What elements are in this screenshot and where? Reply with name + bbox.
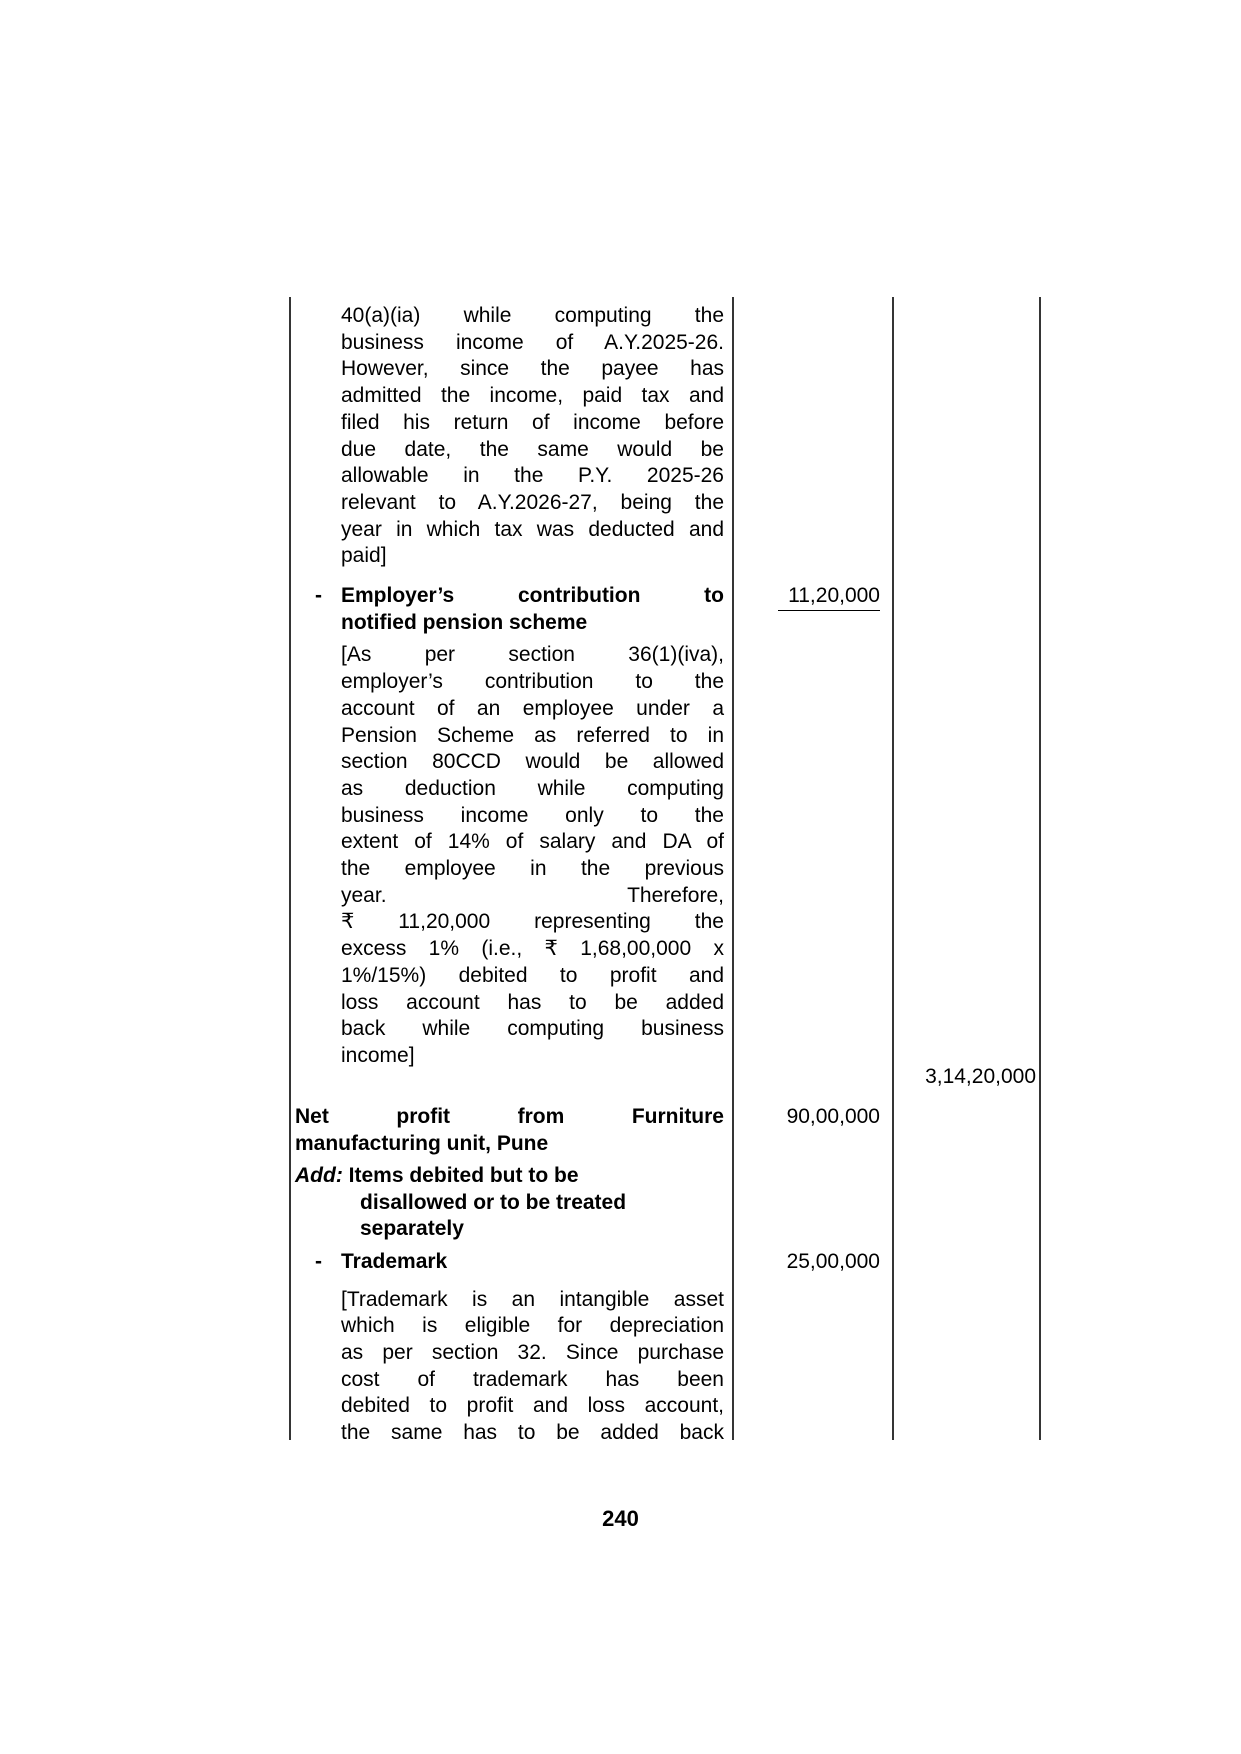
table-row: [289, 583, 1041, 636]
text-line: 1%/15%) debited to profit and: [341, 963, 724, 987]
text-line: due date, the same would be: [341, 437, 724, 461]
trademark-explanation-paragraph: [341, 1287, 724, 1447]
dash-bullet: -: [315, 1249, 322, 1273]
amount-column-1-cell: [732, 1104, 892, 1131]
text-line: Employer’s contribution to: [341, 584, 724, 608]
text-line: admitted the income, paid tax and: [341, 384, 724, 408]
text-line: section 80CCD would be allowed: [341, 750, 724, 774]
table-row: [289, 1249, 1041, 1276]
text-line: [Trademark is an intangible asset: [341, 1287, 724, 1311]
table-grid: [289, 297, 1041, 1447]
description-cell: [289, 583, 732, 636]
amount-value: 11,20,000: [778, 583, 880, 611]
text-line: manufacturing unit, Pune: [295, 1132, 549, 1156]
text-line: notified pension scheme: [341, 610, 588, 634]
amount-column-1-cell: [732, 583, 892, 611]
computation-table: [289, 297, 1041, 1445]
add-prefix: Add:: [295, 1163, 343, 1187]
text-line: business income only to the: [341, 803, 724, 827]
text-line: Pension Scheme as referred to in: [341, 723, 724, 747]
text-line: Trademark: [341, 1249, 448, 1273]
trademark-item: [341, 1249, 724, 1276]
amount-value: 90,00,000: [786, 1105, 880, 1129]
dash-bullet: -: [315, 584, 322, 608]
text-line: which is eligible for depreciation: [341, 1314, 724, 1338]
text-line: debited to profit and loss account,: [341, 1394, 724, 1418]
description-cell: [289, 303, 732, 570]
heading-line: [295, 1163, 724, 1190]
text-line: cost of trademark has been: [341, 1367, 724, 1391]
text-line: loss account has to be added: [341, 990, 724, 1014]
text-line: relevant to A.Y.2026-27, being the: [341, 490, 724, 514]
disallowance-explanation-paragraph: [341, 303, 724, 570]
text-line: business income of A.Y.2025-26.: [341, 330, 724, 354]
description-cell: [289, 1104, 732, 1157]
heading-line: disallowed or to be treated: [360, 1190, 627, 1214]
text-line: the employee in the previous: [341, 857, 724, 881]
text-line: ₹ 11,20,000 representing the: [341, 910, 724, 934]
description-cell: [289, 1249, 732, 1276]
text-line: extent of 14% of salary and DA of: [341, 830, 724, 854]
text-line: as deduction while computing: [341, 776, 724, 800]
text-line: excess 1% (i.e., ₹ 1,68,00,000 x: [341, 937, 724, 961]
amount-column-2-cell: [892, 1064, 1041, 1091]
table-row: [289, 642, 1041, 1069]
add-items-heading: [295, 1163, 724, 1243]
amount-value: 25,00,000: [786, 1249, 880, 1273]
amount-value: 3,14,20,000: [925, 1064, 1036, 1088]
description-cell: [289, 642, 732, 1069]
net-profit-pune-row: [295, 1104, 724, 1157]
text-line: account of an employee under a: [341, 696, 724, 720]
employer-pension-item: [341, 583, 724, 636]
text-line: 40(a)(ia) while computing the: [341, 304, 724, 327]
amount-column-1-cell: [732, 1249, 892, 1276]
text-line: year in which tax was deducted and: [341, 517, 724, 541]
heading-line: separately: [360, 1217, 464, 1241]
text-line: employer’s contribution to the: [341, 670, 724, 694]
table-row: [289, 1163, 1041, 1243]
text-line: year. Therefore,: [341, 883, 724, 907]
text-line: However, since the payee has: [341, 357, 724, 381]
table-row: [289, 303, 1041, 570]
text-line: allowable in the P.Y. 2025-26: [341, 464, 724, 488]
employer-pension-explanation-paragraph: [341, 642, 724, 1069]
text-line: back while computing business: [341, 1017, 724, 1041]
heading-text: Items debited but to be: [342, 1163, 579, 1187]
description-cell: [289, 1163, 732, 1243]
table-row: [289, 1104, 1041, 1157]
text-line: filed his return of income before: [341, 410, 724, 434]
text-line: Net profit from Furniture: [295, 1105, 724, 1129]
description-cell: [289, 1287, 732, 1447]
page-number: 240: [602, 1506, 639, 1531]
text-line: income]: [341, 1043, 415, 1067]
text-line: [As per section 36(1)(iva),: [341, 643, 724, 667]
text-line: the same has to be added back: [341, 1421, 724, 1445]
text-line: paid]: [341, 544, 387, 568]
table-row: [289, 1287, 1041, 1447]
text-line: as per section 32. Since purchase: [341, 1341, 724, 1365]
